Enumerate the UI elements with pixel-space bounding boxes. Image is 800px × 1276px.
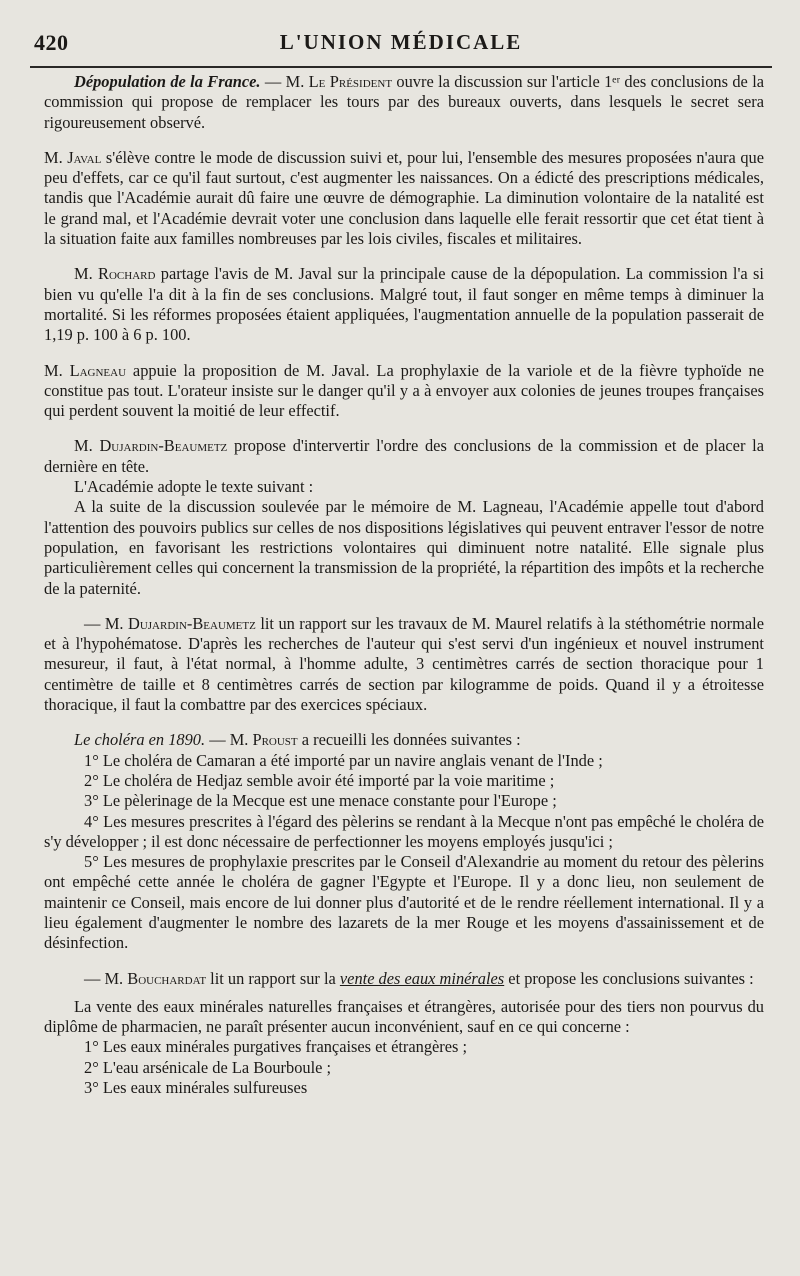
dash: — M. (260, 72, 309, 91)
paragraph-depopulation (44, 72, 764, 133)
page-number: 420 (34, 30, 69, 55)
list-item: 2° L'eau arsénicale de La Bourboule ; (84, 1057, 332, 1077)
dash: — M. (205, 730, 253, 750)
paragraph-text: a recueilli les données suivantes : (297, 730, 521, 750)
paragraph-text: appuie la proposition de M. Javal. La prophylaxie de la variole et de la fièvre typhoïde ne constitue pas tout. L'orateur insiste sur le danger qu'il y a à envoyer aux colonies de jeunes troupes françaises qui perdent souvent la moitié de leur effectif. (44, 360, 764, 421)
paragraph-water-sale: La vente des eaux minérales naturelles françaises et étrangères, autorisée pour des tiers non pourvus du diplôme de pharmacien, ne paraît présenter aucun inconvénient, sauf en ce qui concerne : (44, 996, 764, 1037)
article-body (44, 72, 764, 1098)
paragraph-dujardin-1 (44, 436, 764, 477)
speaker-prefix: M. (44, 360, 70, 380)
paragraph-text: lit un rapport sur les travaux de M. Maurel relatifs à la stéthométrie normale et à l'hypohématose. D'après les recherches de l'auteur qui s'est servi d'un ingénieux et nouvel instrument mesureur, il faut, à l'état normal, à l'homme adulte, 3 centimètres carrés de section thoracique pour 1 centimètre de taille et 8 centimètres carrés de section par kilogramme de poids. Quand il y a étroitesse thoracique, il faut la combattre par des exercices spéciaux. (44, 613, 764, 715)
speaker-name: Le Président (308, 72, 393, 91)
paragraph-text: partage l'avis de M. Javal sur la principale cause de la dépopulation. La commission l'a si bien vu qu'elle l'a dit à la fin de ses conclusions. Malgré tout, il faut songer en même temps à diminuer la mortalité. Si les réformes proposées étaient appliquées, l'augmentation annuelle de la population passerait de 1,19 p. 100 à 6 p. 100. (44, 264, 764, 345)
speaker-name: Bouchardat (127, 968, 207, 988)
speaker-name: Dujardin-Beaumetz (99, 436, 228, 456)
speaker-name: Javal (67, 147, 102, 167)
speaker-prefix: M. (74, 264, 99, 284)
paragraph-text: et propose les conclusions suivantes : (504, 968, 754, 988)
paragraph-lagneau (44, 361, 764, 422)
paragraph-text: ouvre la discussion sur l'article 1ᵉʳ des conclusions de la commission qui propose de remplacer les tours par des bureaux ouverts, dans lesquels le secret sera rigoureusement observé. (44, 72, 765, 132)
list-item: 3° Le pèlerinage de la Mecque est une menace constante pour l'Europe ; (84, 791, 557, 811)
journal-title: L'UNION MÉDICALE (279, 30, 523, 54)
dash: — M. (84, 968, 128, 988)
paragraph-cholera (44, 730, 764, 750)
speaker-name: Lagneau (69, 360, 127, 380)
italic-phrase: vente des eaux minérales (339, 968, 505, 988)
section-title: Le choléra en 1890. (74, 730, 206, 750)
paragraph-text: lit un rapport sur la (206, 968, 340, 988)
paragraph-rochard (44, 264, 764, 345)
list-item: 5° Les mesures de prophylaxie prescrites par le Conseil d'Alexandrie au moment du retour des pèlerins ont empêché cette année le choléra de gagner l'Egypte et l'Europe. Il y a donc lieu, non seulement de maintenir ce Conseil, mais encore de lui donner plus d'autorité et de le rendre réellement international. Il y a lieu également d'augmenter le nombre des lazarets de la mer Rouge et les moyens d'assainissement et de désinfection. (44, 852, 764, 953)
speaker-name: Dujardin-Beaumetz (128, 613, 256, 633)
dash: — M. (84, 613, 128, 633)
paragraph-javal (44, 148, 764, 249)
list-item: 2° Le choléra de Hedjaz semble avoir été importé par la voie maritime ; (84, 770, 555, 790)
paragraph-resolution: A la suite de la discussion soulevée par le mémoire de M. Lagneau, l'Académie appelle tout d'abord l'attention des pouvoirs publics sur celles de nos dispositions législatives qui peuvent entraver l'essor de notre population, en favorisant les restrictions volontaires qui diminuent notre natalité. Elle signale plus particulièrement celles qui concernent la transmission de la propriété, la répartition des impôts et la recherche de la paternité. (44, 497, 764, 598)
paragraph-adoption: L'Académie adopte le texte suivant : (74, 477, 314, 497)
paragraph-text: propose d'intervertir l'ordre des conclusions de la commission et de placer la dernière en tête. (44, 436, 764, 476)
page-header (30, 26, 772, 68)
paragraph-bouchardat (44, 969, 764, 989)
speaker-name: Proust (252, 730, 298, 750)
speaker-prefix: M. (74, 436, 100, 456)
list-item: 3° Les eaux minérales sulfureuses (84, 1078, 308, 1098)
paragraph-dujardin-2 (44, 614, 764, 715)
section-title: Dépopulation de la France. (74, 72, 261, 91)
speaker-prefix: M. (44, 147, 68, 167)
paragraph-text: s'élève contre le mode de discussion suivi et, pour lui, l'ensemble des mesures proposées n'aura que peu d'effets, car ce qu'il faut surtout, c'est augmenter les naissances. On a édicté des prescriptions médicales, tandis que l'Académie aurait dû faire une œuvre de démographie. La diminution volontaire de la natalité est le grand mal, et l'Académie devrait voter une conclusion dans laquelle elle ferait ressortir que cet état tient à la situation faite aux familles nombreuses par les lois civiles, fiscales et militaires. (44, 147, 764, 249)
list-item: 4° Les mesures prescrites à l'égard des pèlerins se rendant à la Mecque n'ont pas empêché le choléra de s'y développer ; il est donc nécessaire de perfectionner les moyens employés jusqu'ici ; (44, 811, 764, 851)
list-item: 1° Le choléra de Camaran a été importé par un navire anglais venant de l'Inde ; (84, 750, 603, 770)
list-item: 1° Les eaux minérales purgatives françaises et étrangères ; (84, 1037, 468, 1057)
speaker-name: Rochard (98, 264, 156, 284)
